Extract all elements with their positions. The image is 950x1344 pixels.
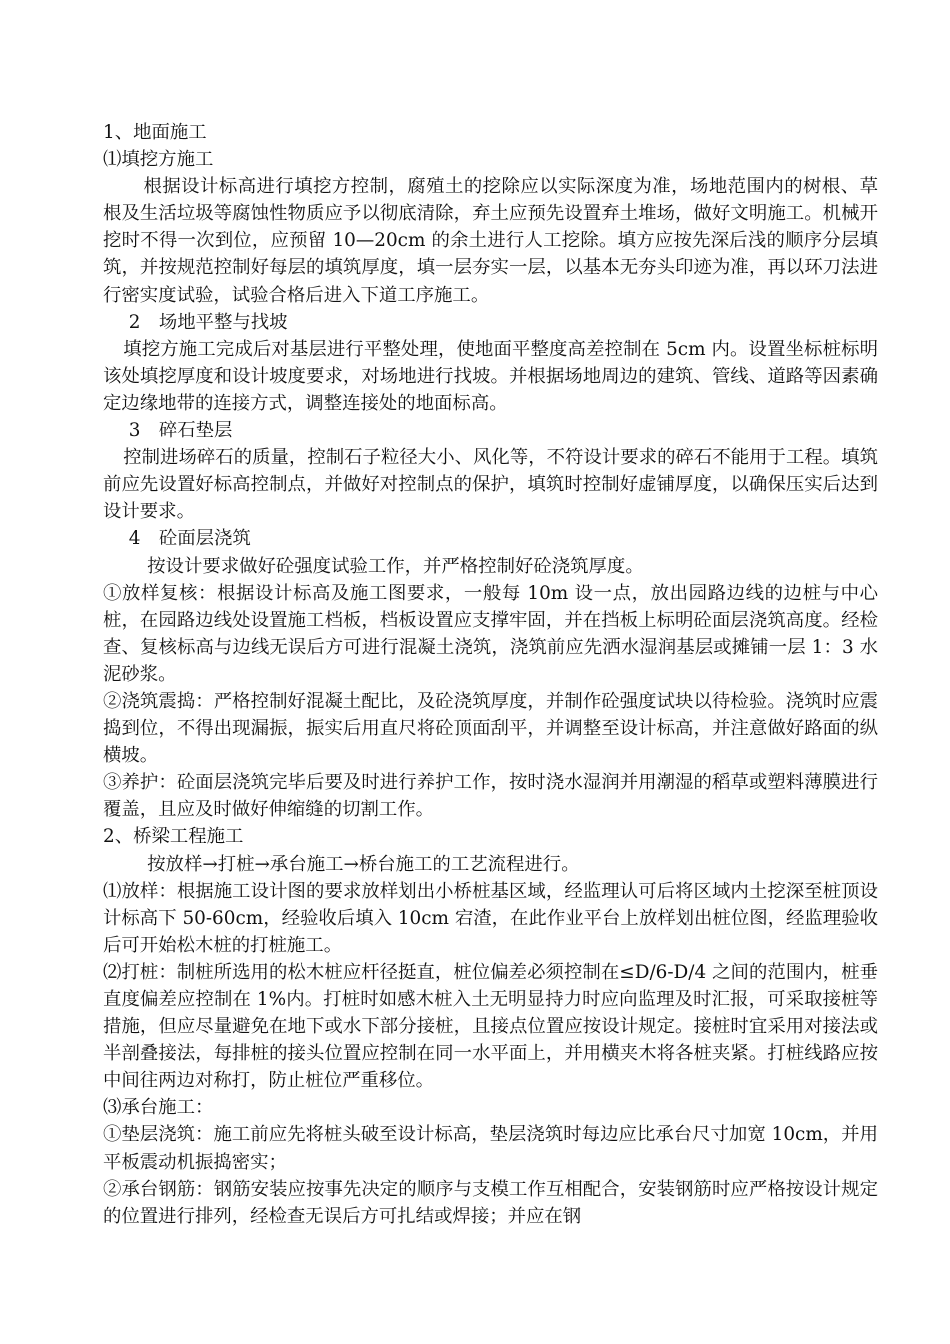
paragraph-bridge-process: 按放样→打桩→承台施工→桥台施工的工艺流程进行。 [147,853,580,875]
paragraph-pouring-vibrating: ②浇筑震捣：严格控制好混凝土配比，及砼浇筑厚度，并制作砼强度试块以待检验。浇筑时应震捣到位，不得出现漏振，振实后用直尺将砼顶面刮平，并调整至设计标高，并注意做好路面的纵横坡。 [103,690,878,767]
paragraph-fill-excavation: 根据设计标高进行填挖方控制，腐殖土的挖除应以实际深度为准，场地范围内的树根、草根及生活垃圾等腐蚀性物质应予以彻底清除，弃土应预先设置弃土堆场，做好文明施工。机械开挖时不得一次到位，应预留 10—20cm 的余土进行人工挖除。填方应按先深后浅的顺序分层填筑，并按规范控制好每层的填筑厚度，填一层夯实一层，以基本无夯头印迹为准，再以环刀法进行密实度试验，试验合格后进入下道工序施工。 [103,176,878,306]
paragraph-cushion-pouring: ①垫层浇筑：施工前应先将桩头破至设计标高，垫层浇筑时每边应比承台尺寸加宽 10cm，并用平板震动机振捣密实； [103,1124,878,1173]
section-heading-bridge-construction: 2、桥梁工程施工 [103,826,244,848]
paragraph-pile-cap-rebar: ②承台钢筋：钢筋安装应按事先决定的顺序与支模工作互相配合，安装钢筋时应严格按设计规定的位置进行排列，经检查无误后方可扎结或焊接；并应在钢 [103,1178,878,1227]
paragraph-site-leveling: 填挖方施工完成后对基层进行平整处理，使地面平整度高差控制在 5cm 内。设置坐标桩标明该处填挖厚度和设计坡度要求，对场地进行找坡。并根据场地周边的建筑、管线、道路等因素确定边缘地带的连接方式，调整连接处的地面标高。 [103,338,878,414]
subheading-gravel-cushion: 3 碎石垫层 [128,420,233,442]
subheading-concrete-surface: 4 砼面层浇筑 [128,528,251,550]
paragraph-curing: ③养护：砼面层浇筑完毕后要及时进行养护工作，按时浇水湿润并用潮湿的稻草或塑料薄膜进行覆盖，且应及时做好伸缩缝的切割工作。 [103,772,878,821]
paragraph-setting-out: ⑴放样：根据施工设计图的要求放样划出小桥桩基区域，经监理认可后将区域内土挖深至桩顶设计标高下 50-60cm，经验收后填入 10cm 宕渣，在此作业平台上放样划出桩位图，经监理验收后可开始松木桩的打桩施工。 [103,880,878,956]
paragraph-concrete-intro: 按设计要求做好砼强度试验工作，并严格控制好砼浇筑厚度。 [147,555,644,577]
subheading-fill-excavation: ⑴填挖方施工 [103,149,214,171]
paragraph-gravel-cushion: 控制进场碎石的质量，控制石子粒径大小、风化等，不符设计要求的碎石不能用于工程。填筑前应先设置好标高控制点，并做好对控制点的保护，填筑时控制好虚铺厚度，以确保压实后达到设计要求。 [103,447,878,523]
document-page [103,119,878,1230]
paragraph-piling: ⑵打桩：制桩所选用的松木桩应杆径挺直，桩位偏差必须控制在≤D/6-D/4 之间的范围内，桩垂直度偏差应控制在 1%内。打桩时如感木桩入土无明显持力时应向监理及时汇报，可采取接桩等措施，但应尽量避免在地下或水下部分接桩，且接点位置应按设计规定。接桩时宜采用对接法或半剖叠接法，每排桩的接头位置应控制在同一水平面上，并用横夹木将各桩夹紧。打桩线路应按中间往两边对称打，防止桩位严重移位。 [103,961,878,1092]
subheading-site-leveling: 2 场地平整与找坡 [128,311,288,333]
subheading-pile-cap: ⑶承台施工： [103,1097,214,1119]
section-heading-ground-construction: 1、地面施工 [103,122,207,143]
paragraph-layout-check: ①放样复核：根据设计标高及施工图要求，一般每 10m 设一点，放出园路边线的边桩与中心桩，在园路边线处设置施工档板，档板设置应支撑牢固，并在挡板上标明砼面层浇筑高度。经检查、复核标高与边线无误后方可进行混凝土浇筑，浇筑前应先洒水湿润基层或摊铺一层 1：3 水泥砂浆。 [103,582,878,685]
